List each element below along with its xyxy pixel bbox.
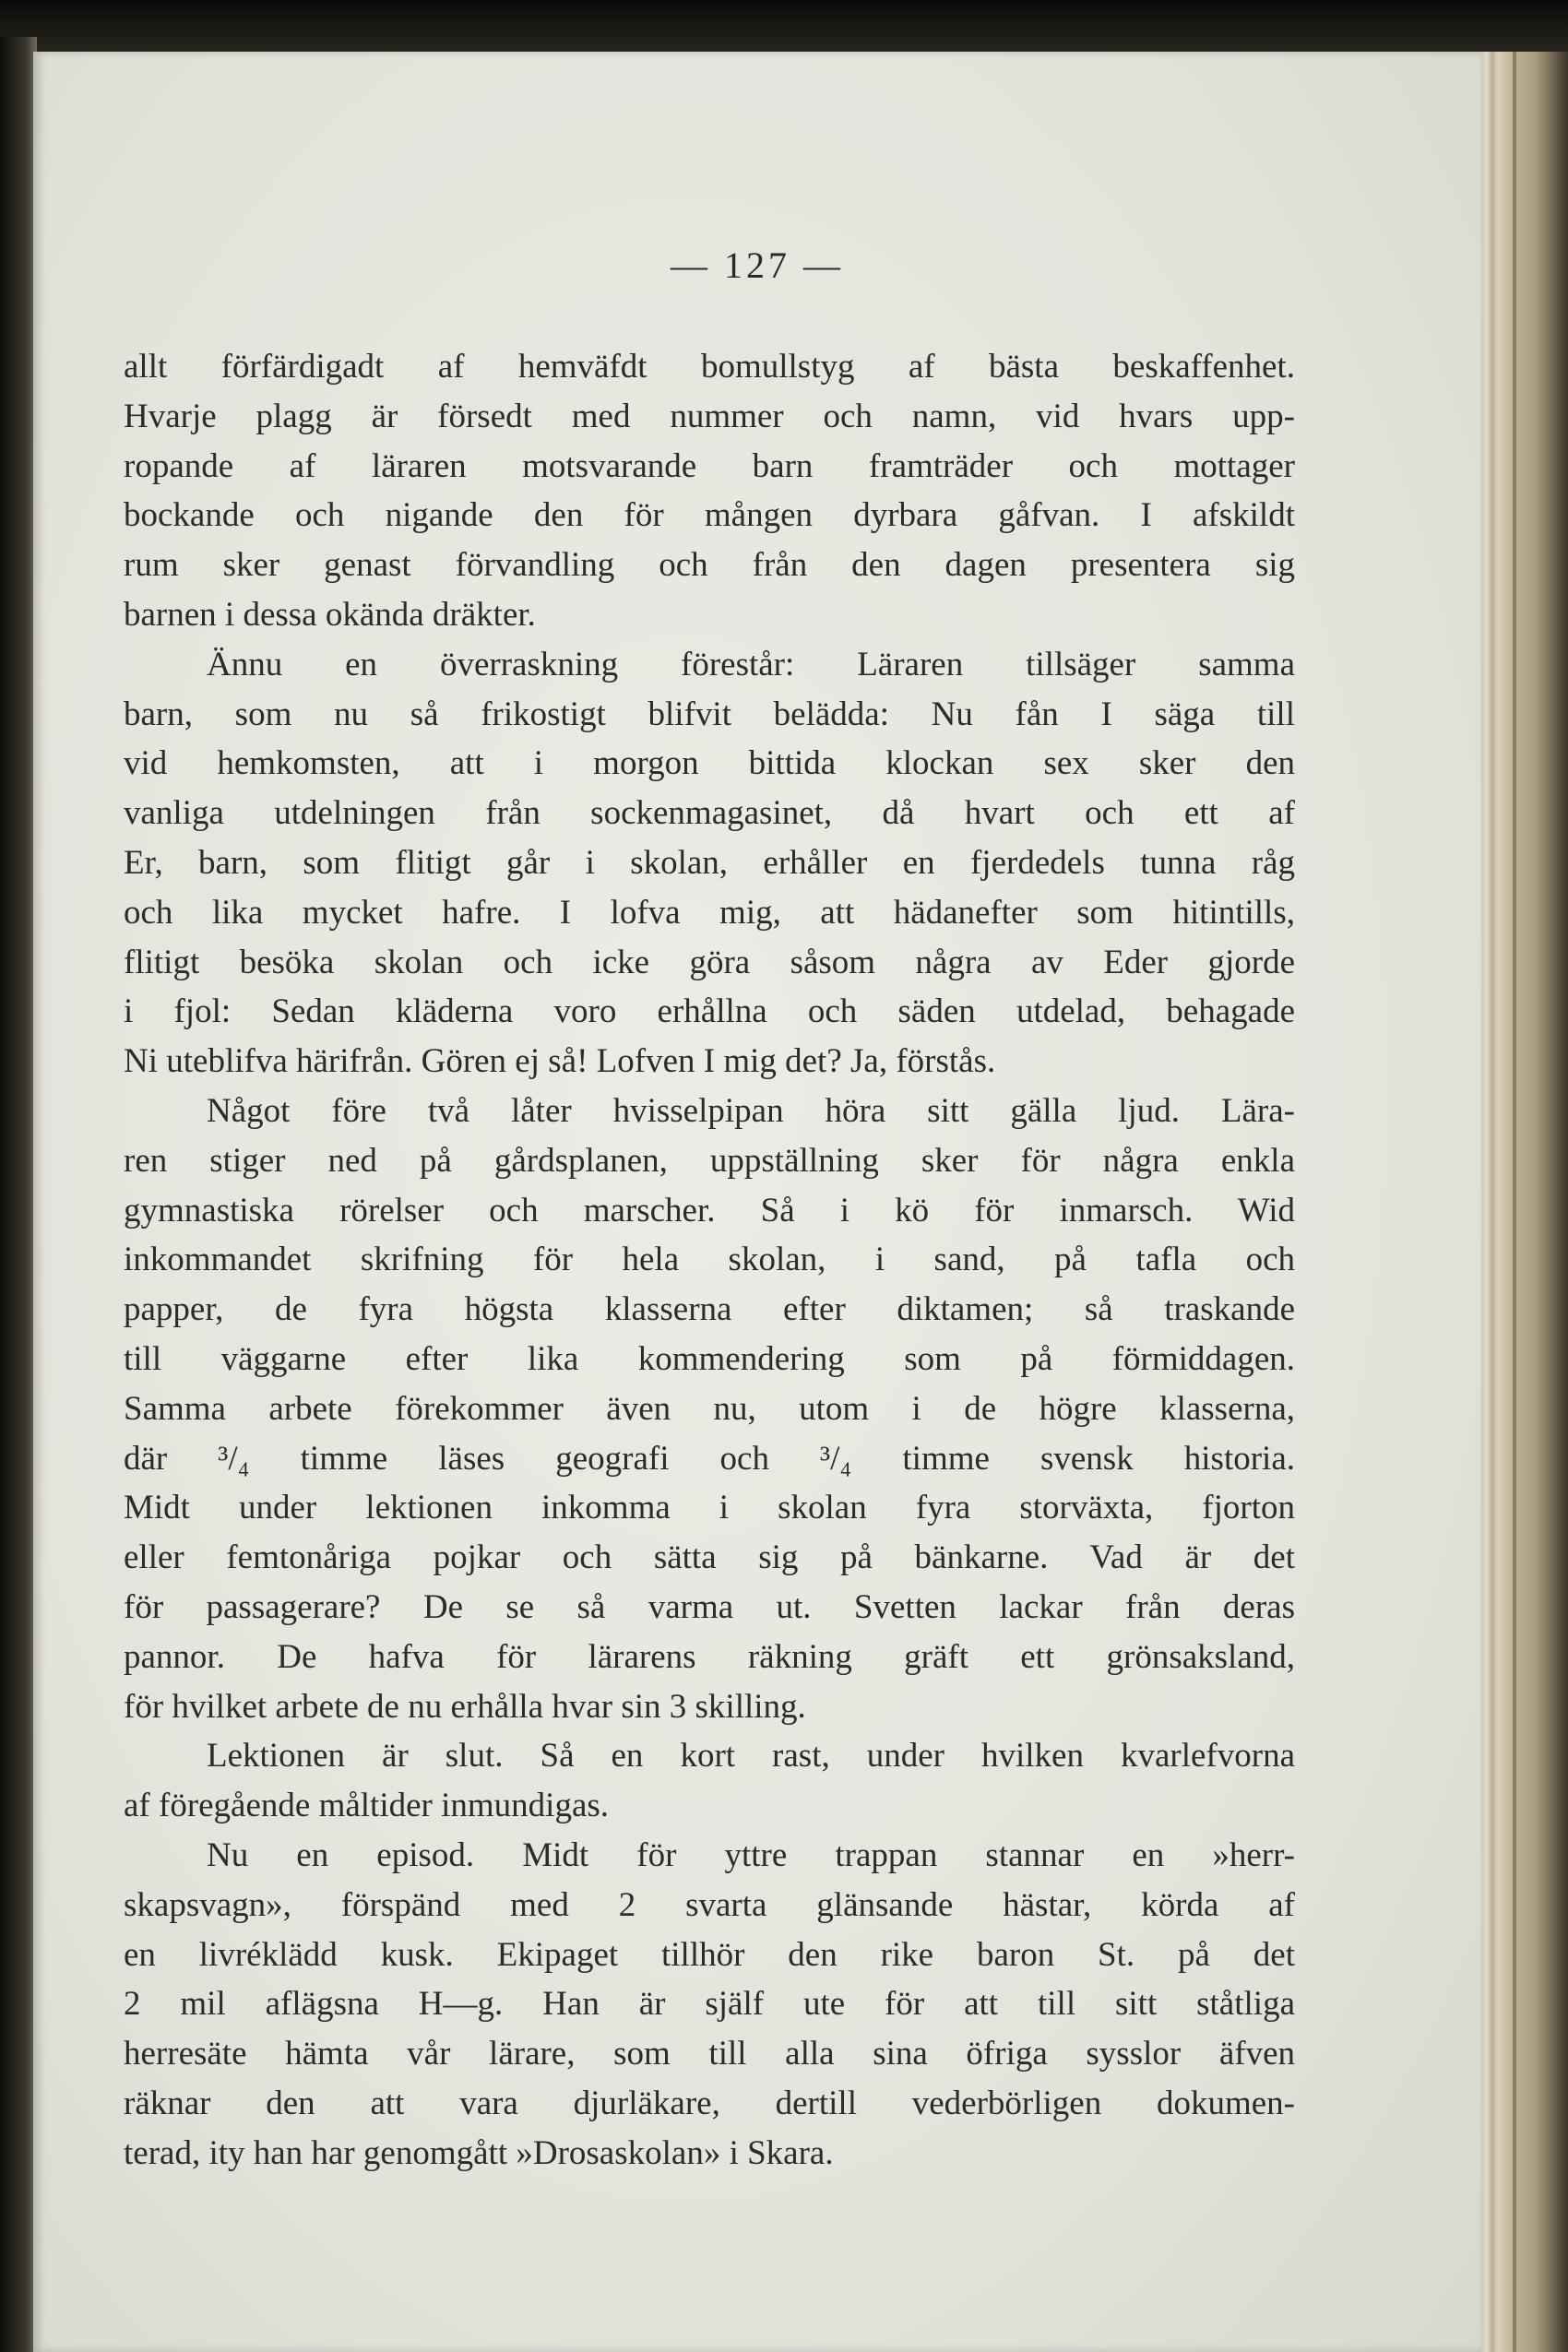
text-line: ropande af läraren motsvarande barn framträder och mottager bbox=[124, 446, 1295, 485]
text-line: eller femtonåriga pojkar och sätta sig på bänkarne. Vad är det bbox=[124, 1538, 1295, 1577]
text-line: af föregående måltider inmundigas. bbox=[124, 1787, 610, 1825]
text-line: Ni uteblifva härifrån. Gören ej så! Lofven I mig det? Ja, förstås. bbox=[124, 1042, 996, 1081]
text-line: för hvilket arbete de nu erhålla hvar sin 3 skilling. bbox=[124, 1687, 806, 1726]
text-line: vanliga utdelningen från sockenmagasinet, då hvart och ett af bbox=[124, 794, 1295, 833]
text-line: ren stiger ned på gårdsplanen, uppställning sker för några enkla bbox=[124, 1141, 1295, 1180]
text-line: papper, de fyra högsta klasserna efter diktamen; så traskande bbox=[124, 1290, 1295, 1329]
text-line: herresäte hämta vår lärare, som till alla sina öfriga sysslor äfven bbox=[124, 2035, 1295, 2073]
text-line: skapsvagn», förspänd med 2 svarta glänsande hästar, körda af bbox=[124, 1885, 1295, 1924]
text-line: Midt under lektionen inkomma i skolan fyra storväxta, fjorton bbox=[124, 1489, 1295, 1527]
text-line: där ³/₄ timme läses geografi och ³/₄ timme svensk historia. bbox=[124, 1439, 1295, 1478]
text-line: Något före två låter hvisselpipan höra sitt gälla ljud. Lära- bbox=[207, 1091, 1295, 1130]
text-line: Lektionen är slut. Så en kort rast, under hvilken kvarlefvorna bbox=[207, 1737, 1295, 1776]
text-line: Nu en episod. Midt för yttre trappan stannar en »herr- bbox=[207, 1835, 1295, 1874]
text-line: räknar den att vara djurläkare, dertill vederbörligen dokumen- bbox=[124, 2084, 1295, 2122]
text-line: till väggarne efter lika kommendering som på förmiddagen. bbox=[124, 1339, 1295, 1378]
book-page bbox=[33, 52, 1481, 2352]
text-line: för passagerare? De se så varma ut. Svetten lackar från deras bbox=[124, 1587, 1295, 1626]
page-stack-edge bbox=[1481, 52, 1568, 2352]
text-line: allt förfärdigadt af hemväfdt bomullstyg af bästa beskaffenhet. bbox=[124, 348, 1295, 386]
text-line: Ännu en överraskning förestår: Läraren tillsäger samma bbox=[207, 645, 1295, 683]
text-line: inkommandet skrifning för hela skolan, i sand, på tafla och bbox=[124, 1241, 1295, 1279]
text-line: Hvarje plagg är försedt med nummer och namn, vid hvars upp- bbox=[124, 397, 1295, 435]
text-line: 2 mil aflägsna H—g. Han är själf ute för att till sitt ståtliga bbox=[124, 1985, 1295, 2024]
text-line: barnen i dessa okända dräkter. bbox=[124, 595, 536, 634]
text-line: barn, som nu så frikostigt blifvit belädda: Nu fån I säga till bbox=[124, 695, 1295, 733]
text-line: flitigt besöka skolan och icke göra såsom några av Eder gjorde bbox=[124, 943, 1295, 981]
text-line: Er, barn, som flitigt går i skolan, erhåller en fjerdedels tunna råg bbox=[124, 843, 1295, 882]
text-line: rum sker genast förvandling och från den dagen presentera sig bbox=[124, 546, 1295, 585]
page-number: — 127 — bbox=[671, 244, 844, 286]
text-line: en livréklädd kusk. Ekipaget tillhör den rike baron St. på det bbox=[124, 1935, 1295, 1974]
page-stack-line bbox=[1513, 52, 1516, 2352]
text-line: och lika mycket hafre. I lofva mig, att hädanefter som hitintills, bbox=[124, 893, 1295, 932]
text-line: gymnastiska rörelser och marscher. Så i kö för inmarsch. Wid bbox=[124, 1191, 1295, 1229]
text-line: terad, ity han har genomgått »Drosaskolan» i Skara. bbox=[124, 2133, 834, 2172]
scan-top-edge bbox=[0, 0, 1568, 55]
text-line: pannor. De hafva för lärarens räkning gräft ett grönsaksland, bbox=[124, 1637, 1295, 1676]
text-line: bockande och nigande den för mången dyrbara gåfvan. I afskildt bbox=[124, 496, 1295, 535]
text-line: vid hemkomsten, att i morgon bittida klockan sex sker den bbox=[124, 744, 1295, 783]
text-line: i fjol: Sedan kläderna voro erhållna och säden utdelad, behagade bbox=[124, 992, 1295, 1031]
text-line: Samma arbete förekommer även nu, utom i de högre klasserna, bbox=[124, 1389, 1295, 1428]
body-text bbox=[124, 342, 1295, 2178]
book-left-edge bbox=[0, 37, 37, 2352]
